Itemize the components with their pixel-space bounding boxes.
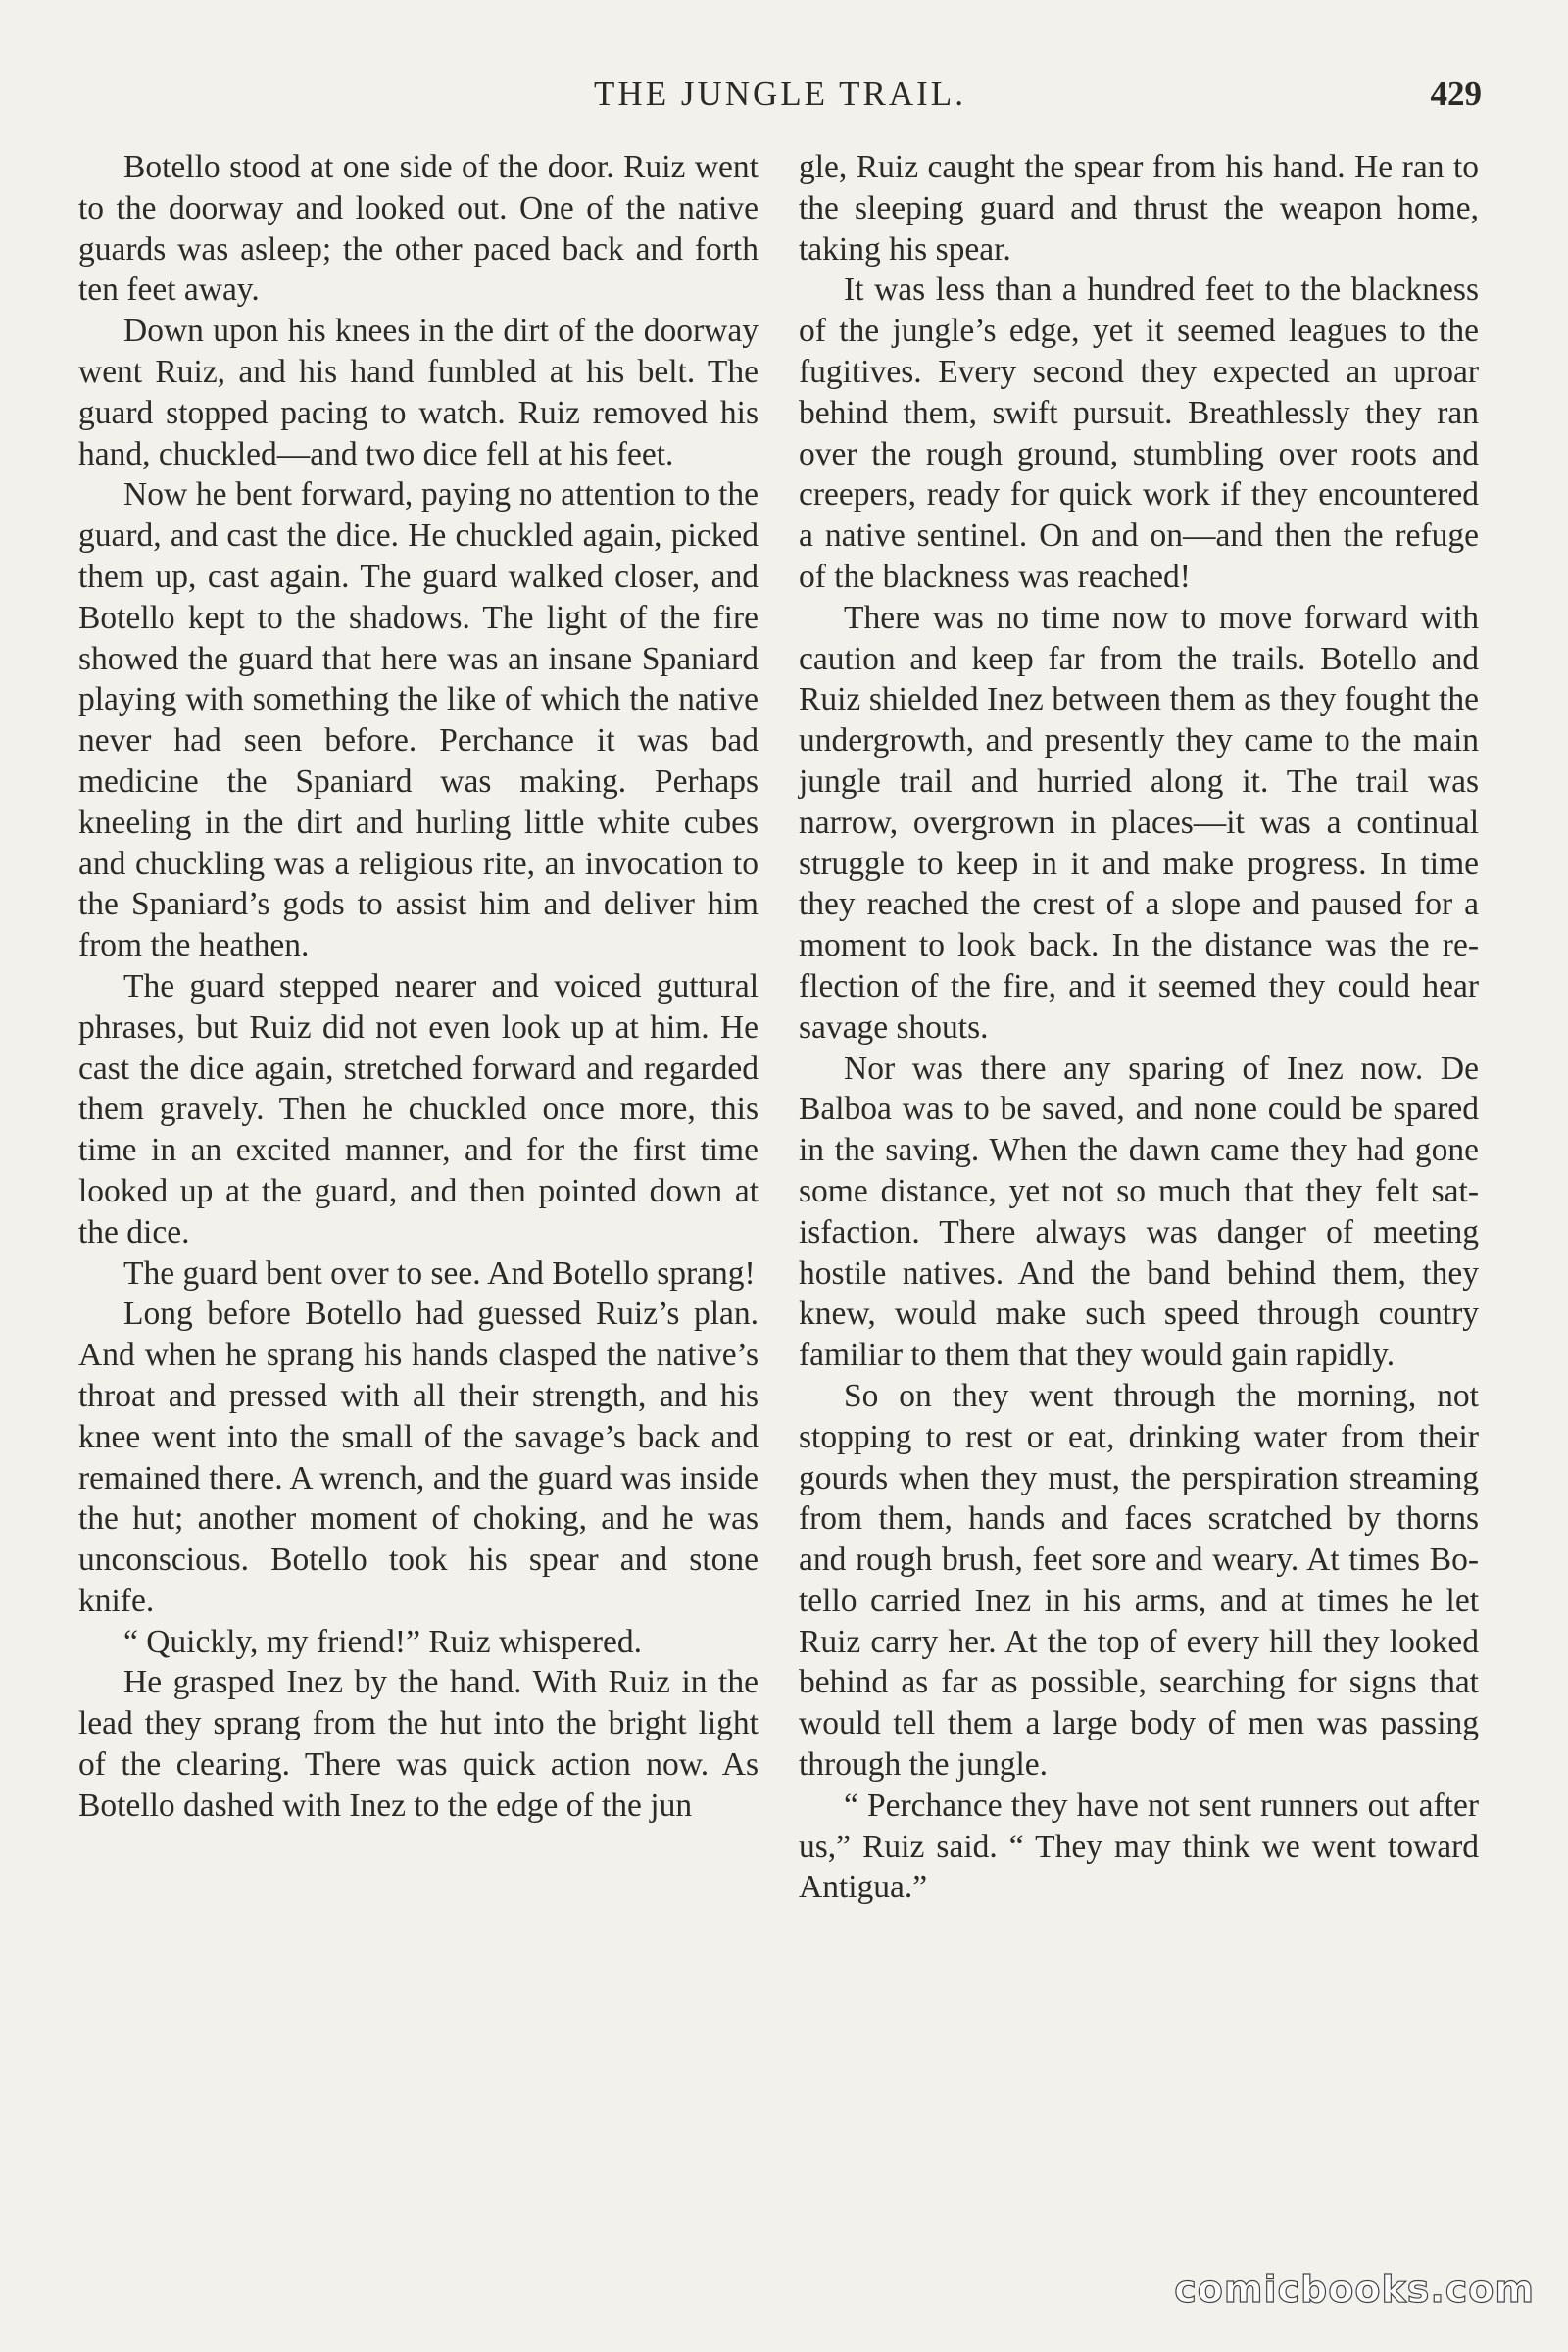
paragraph: The guard stepped nearer and voiced guttural phrases, but Ruiz did not even look up at him. He cast the dice again, stretched forward and regarded them gravely. Then he chuckled once more, this time in an excited manner, and for the first time looked up at the guard, and then pointed down at the dice. <box>78 967 759 1250</box>
paragraph: Nor was there any sparing of Inez now. De Balboa was to be saved, and none could be spared in the saving. When the dawn came they had gone some distance, yet not so much that they felt satisfaction. There always was danger of meeting hostile natives. And the band behind them, they knew, would make such speed through country familiar to them that they would gain rapidly. <box>799 1050 1479 1374</box>
paragraph: He grasped Inez by the hand. With Ruiz in the lead they sprang from the hut into the bright light of the clearing. There was quick action now. As Botello dashed with Inez to the edge of the jun <box>78 1664 759 1824</box>
paragraph: Botello stood at one side of the door. Ruiz went to the doorway and looked out. One of the native guards was asleep; the other paced back and forth ten feet away. <box>78 149 759 309</box>
page-header <box>78 69 1482 120</box>
paragraph: So on they went through the morning, not stopping to rest or eat, drinking water from their gourds when they must, the perspiration streaming from them, hands and faces scratched by thorns and rough brush, feet sore and weary. At times Botello carried Inez in his arms, and at times he let Ruiz carry her. At the top of every hill they looked behind as far as possible, searching for signs that would tell them a large body of men was passing through the jungle. <box>799 1377 1479 1784</box>
paragraph: “ Perchance they have not sent runners out after us,” Ruiz said. “ They may think we went toward Antigua.” <box>799 1787 1479 1906</box>
site-watermark: comicbooks.com <box>1174 2268 1535 2311</box>
paragraph: There was no time now to move forward with caution and keep far from the trails. Botello and Ruiz shielded Inez between them as they fought the undergrowth, and presently they came to the main jungle trail and hurried along it. The trail was narrow, overgrown in places—it was a continual struggle to keep in it and make progress. In time they reached the crest of a slope and paused for a moment to look back. In the distance was the reflection of the fire, and it seemed they could hear savage shouts. <box>799 599 1479 1046</box>
paragraph: “ Quickly, my friend!” Ruiz whispered. <box>123 1623 643 1660</box>
paragraph: The guard bent over to see. And Botello sprang! <box>123 1254 756 1292</box>
paragraph-continued: gle, Ruiz caught the spear from his hand. He ran to the sleeping guard and thrust the weapon home, taking his spear. <box>799 149 1479 268</box>
paragraph: Down upon his knees in the dirt of the doorway went Ruiz, and his hand fumbled at his belt. The guard stopped pacing to watch. Ruiz removed his hand, chuckled—and two dice fell at his feet. <box>78 313 759 472</box>
paragraph: It was less than a hundred feet to the blackness of the jungle’s edge, yet it seemed leagues to the fugitives. Every second they expected an uproar behind them, swift pursuit. Breathlessly they ran over the rough ground, stumbling over roots and creepers, ready for quick work if they encountered a native sentinel. On and on—and then the refuge of the blackness was reached! <box>799 271 1479 595</box>
right-column <box>799 147 1479 1908</box>
left-column <box>78 147 759 1827</box>
page-number: 429 <box>1430 74 1482 113</box>
paragraph: Now he bent forward, paying no attention to the guard, and cast the dice. He chuckled again, picked them up, cast again. The guard walked closer, and Botello kept to the shadows. The light of the fire showed the guard that here was an insane Spaniard playing with something the like of which the native never had seen before. Perchance it was bad medicine the Spaniard was making. Perhaps kneeling in the dirt and hurling little white cubes and chuckling was a religious rite, an invocation to the Spaniard’s gods to assist him and deliver him from the heathen. <box>78 476 759 964</box>
paragraph: Long before Botello had guessed Ruiz’s plan. And when he sprang his hands clasped the native’s throat and pressed with all their strength, and his knee went into the small of the savage’s back and remained there. A wrench, and the guard was inside the hut; another moment of choking, and he was unconscious. Botello took his spear and stone knife. <box>78 1296 759 1619</box>
running-title: THE JUNGLE TRAIL. <box>594 74 966 113</box>
